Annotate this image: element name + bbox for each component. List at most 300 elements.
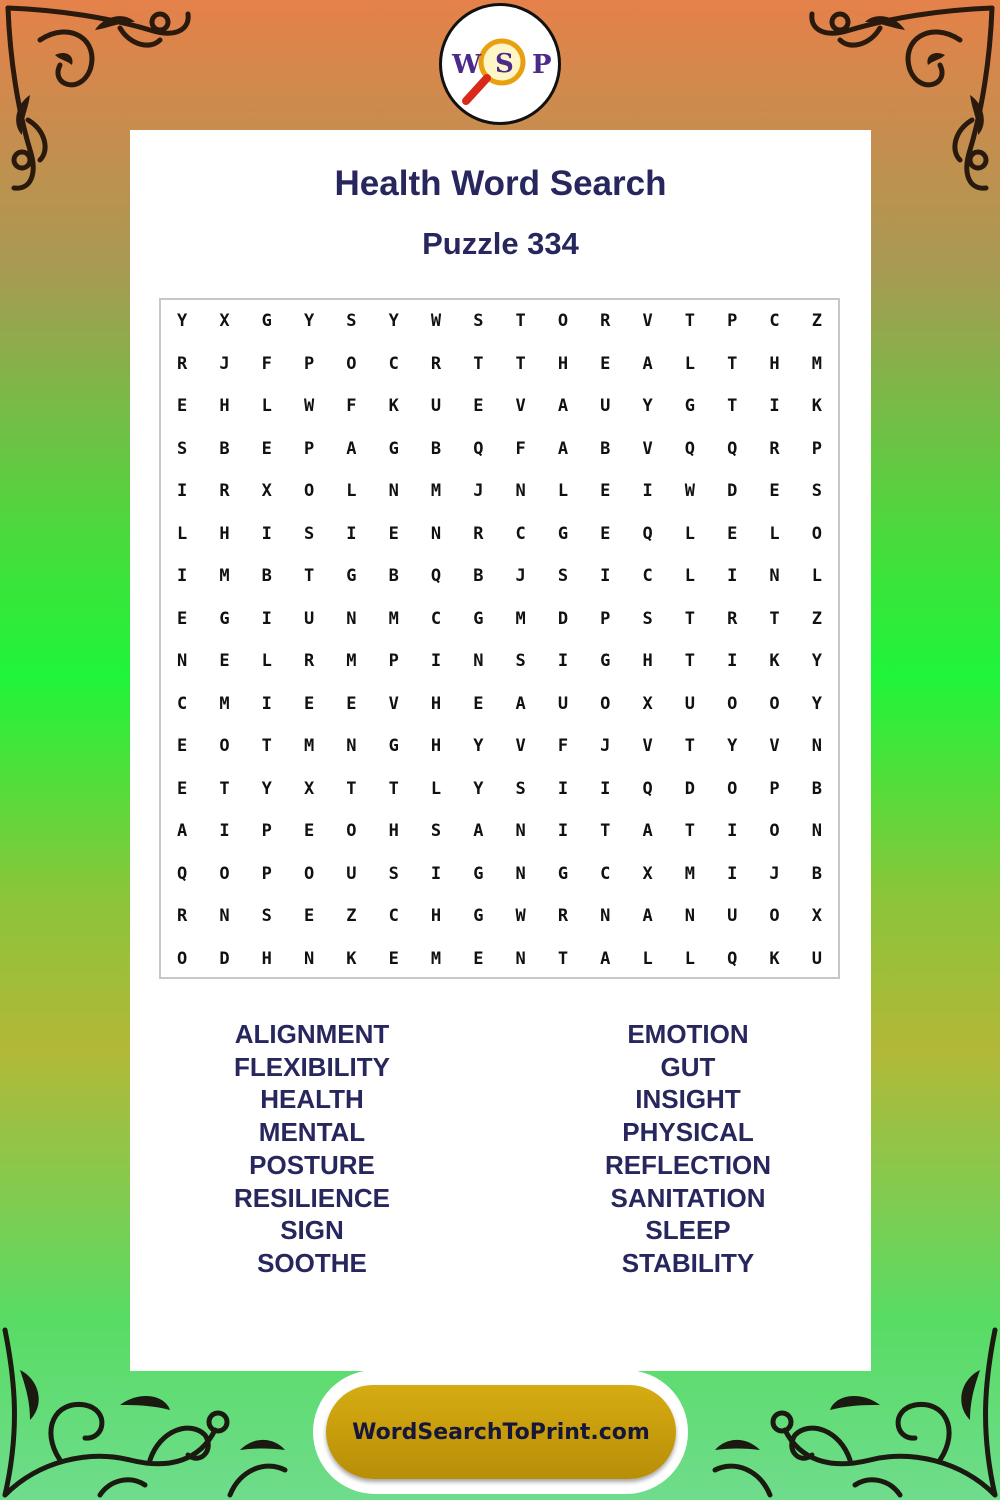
grid-cell[interactable]: T [303, 566, 315, 587]
grid-cell[interactable]: M [430, 948, 442, 969]
grid-cell[interactable]: H [642, 651, 653, 672]
grid-cell[interactable]: V [642, 438, 653, 459]
grid-cell[interactable]: L [811, 566, 822, 587]
word-list-right [538, 1018, 838, 1280]
word-item: SIGN [280, 1215, 344, 1246]
grid-cell[interactable]: T [557, 948, 569, 969]
word-list-left [162, 1018, 462, 1280]
grid-cell[interactable]: U [727, 906, 738, 927]
grid-cell[interactable]: N [600, 906, 611, 927]
grid-cell[interactable]: W [430, 311, 442, 332]
grid-cell[interactable]: H [219, 523, 230, 544]
grid-cell[interactable]: M [684, 863, 696, 884]
grid-cell[interactable]: Q [642, 523, 653, 544]
grid-cell[interactable]: T [684, 736, 696, 757]
grid-cell[interactable]: N [684, 906, 696, 927]
grid-cell[interactable]: L [261, 651, 272, 672]
grid-cell[interactable]: A [473, 821, 484, 842]
grid-cell[interactable]: H [261, 948, 272, 969]
grid-cell[interactable]: Y [388, 311, 399, 332]
grid-cell[interactable]: G [388, 736, 399, 757]
grid-cell[interactable]: A [557, 438, 569, 459]
word-item: RESILIENCE [233, 1182, 391, 1213]
grid-cell[interactable]: C [515, 523, 526, 544]
grid-cell[interactable]: U [430, 396, 442, 417]
grid-cell[interactable]: C [769, 311, 780, 332]
grid-cell[interactable]: O [219, 863, 230, 884]
grid-cell[interactable]: M [811, 353, 822, 374]
grid-cell[interactable]: G [346, 566, 357, 587]
grid-cell[interactable]: Q [430, 566, 442, 587]
grid-cell[interactable]: P [727, 311, 738, 332]
grid-cell[interactable]: R [219, 481, 230, 502]
grid-cell[interactable]: T [219, 778, 230, 799]
grid-cell[interactable]: V [642, 736, 653, 757]
grid-cell[interactable]: D [684, 778, 696, 799]
grid-cell[interactable]: P [261, 863, 272, 884]
grid-cell[interactable]: S [430, 821, 442, 842]
grid-cell[interactable]: B [261, 566, 272, 587]
grid-cell[interactable]: B [219, 438, 230, 459]
grid-cell[interactable]: B [811, 778, 822, 799]
grid-cell[interactable]: E [473, 948, 484, 969]
grid-cell[interactable]: N [219, 906, 230, 927]
grid-cell[interactable]: C [388, 906, 399, 927]
grid-cell[interactable]: E [388, 948, 399, 969]
grid-row [161, 768, 838, 811]
grid-cell[interactable]: V [515, 736, 526, 757]
grid-row [161, 470, 838, 513]
grid-row [161, 428, 838, 471]
grid-cell[interactable]: O [557, 311, 569, 332]
grid-cell[interactable]: I [261, 608, 272, 629]
grid-cell[interactable]: S [642, 608, 653, 629]
grid-cell[interactable]: X [642, 863, 653, 884]
grid-cell[interactable]: N [430, 523, 442, 544]
grid-cell[interactable]: H [557, 353, 569, 374]
grid-cell[interactable]: Y [811, 693, 822, 714]
grid-cell[interactable]: Y [303, 311, 315, 332]
grid-cell[interactable]: R [473, 523, 484, 544]
wsp-logo [439, 3, 561, 125]
grid-row [161, 555, 838, 598]
grid-cell[interactable]: N [346, 736, 357, 757]
grid-cell[interactable]: T [261, 736, 272, 757]
grid-cell[interactable]: T [515, 353, 526, 374]
grid-cell[interactable]: B [473, 566, 484, 587]
grid-cell[interactable]: O [219, 736, 230, 757]
word-item: INSIGHT [635, 1084, 741, 1115]
grid-cell[interactable]: I [600, 778, 611, 799]
grid-cell[interactable]: T [684, 821, 696, 842]
grid-cell[interactable]: T [769, 608, 780, 629]
grid-cell[interactable]: S [557, 566, 569, 587]
grid-cell[interactable]: H [388, 821, 399, 842]
grid-cell[interactable]: F [346, 396, 357, 417]
grid-cell[interactable]: A [557, 396, 569, 417]
grid-cell[interactable]: U [303, 608, 315, 629]
grid-cell[interactable]: M [219, 693, 230, 714]
grid-cell[interactable]: B [600, 438, 611, 459]
grid-cell[interactable]: E [473, 693, 484, 714]
grid-cell[interactable]: O [346, 821, 357, 842]
grid-cell[interactable]: O [177, 948, 188, 969]
grid-cell[interactable]: R [177, 353, 188, 374]
grid-cell[interactable]: L [684, 523, 696, 544]
grid-cell[interactable]: Y [473, 778, 484, 799]
grid-cell[interactable]: N [303, 948, 315, 969]
grid-cell[interactable]: Z [346, 906, 357, 927]
grid-cell[interactable]: P [811, 438, 822, 459]
grid-row [161, 810, 838, 853]
word-item: HEALTH [260, 1084, 364, 1115]
puzzle-number: Puzzle 334 [422, 226, 579, 261]
grid-cell[interactable]: I [727, 566, 738, 587]
grid-cell[interactable]: I [600, 566, 611, 587]
grid-cell[interactable]: X [261, 481, 272, 502]
grid-cell[interactable]: N [346, 608, 357, 629]
grid-cell[interactable]: I [430, 863, 442, 884]
grid-cell[interactable]: L [769, 523, 780, 544]
grid-cell[interactable]: M [346, 651, 357, 672]
grid-cell[interactable]: A [642, 906, 653, 927]
grid-cell[interactable]: T [727, 396, 738, 417]
grid-cell[interactable]: Q [642, 778, 653, 799]
grid-cell[interactable]: T [515, 311, 526, 332]
grid-cell[interactable]: R [177, 906, 188, 927]
grid-cell[interactable]: E [303, 906, 315, 927]
grid-cell[interactable]: Y [177, 311, 188, 332]
grid-cell[interactable]: T [346, 778, 357, 799]
grid-cell[interactable]: A [642, 821, 653, 842]
grid-cell[interactable]: K [346, 948, 357, 969]
grid-cell[interactable]: I [557, 778, 569, 799]
grid-row [161, 343, 838, 386]
grid-cell[interactable]: J [473, 481, 484, 502]
grid-cell[interactable]: O [600, 693, 611, 714]
grid-cell[interactable]: D [219, 948, 230, 969]
grid-cell[interactable]: N [473, 651, 484, 672]
grid-cell[interactable]: C [177, 693, 188, 714]
grid-cell[interactable]: Z [811, 311, 822, 332]
grid-cell[interactable]: F [261, 353, 272, 374]
grid-cell[interactable]: Y [473, 736, 484, 757]
word-item: FLEXIBILITY [234, 1051, 390, 1082]
grid-cell[interactable]: E [600, 523, 611, 544]
grid-cell[interactable]: L [430, 778, 442, 799]
grid-cell[interactable]: T [684, 608, 696, 629]
grid-cell[interactable]: J [219, 353, 230, 374]
grid-row [161, 853, 838, 896]
grid-cell[interactable]: U [684, 693, 696, 714]
grid-cell[interactable]: N [388, 481, 399, 502]
grid-cell[interactable]: E [388, 523, 399, 544]
grid-cell[interactable]: W [684, 481, 696, 502]
grid-row [161, 640, 838, 683]
grid-cell[interactable]: L [177, 523, 188, 544]
grid-cell[interactable]: S [177, 438, 188, 459]
grid-cell[interactable]: U [600, 396, 611, 417]
grid-cell[interactable]: Q [473, 438, 484, 459]
grid-cell[interactable]: G [261, 311, 272, 332]
grid-cell[interactable]: J [515, 566, 526, 587]
grid-cell[interactable]: S [515, 651, 526, 672]
grid-cell[interactable]: I [557, 821, 569, 842]
grid-cell[interactable]: E [177, 736, 188, 757]
grid-cell[interactable]: X [219, 311, 230, 332]
grid-row [161, 725, 838, 768]
grid-cell[interactable]: O [727, 778, 738, 799]
grid-cell[interactable]: A [346, 438, 357, 459]
grid-cell[interactable]: K [811, 396, 822, 417]
grid-cell[interactable]: X [811, 906, 822, 927]
grid-cell[interactable]: N [515, 481, 526, 502]
grid-cell[interactable]: Q [727, 948, 738, 969]
grid-cell[interactable]: F [515, 438, 526, 459]
grid-cell[interactable]: K [769, 651, 780, 672]
grid-cell[interactable]: T [684, 311, 696, 332]
grid-cell[interactable]: Y [727, 736, 738, 757]
grid-cell[interactable]: B [430, 438, 442, 459]
grid-cell[interactable]: R [727, 608, 738, 629]
grid-cell[interactable]: N [177, 651, 188, 672]
grid-cell[interactable]: O [303, 481, 315, 502]
grid-cell[interactable]: E [177, 396, 188, 417]
grid-cell[interactable]: E [177, 778, 188, 799]
grid-row [161, 598, 838, 641]
grid-cell[interactable]: S [515, 778, 526, 799]
grid-cell[interactable]: E [177, 608, 188, 629]
grid-cell[interactable]: M [388, 608, 399, 629]
grid-cell[interactable]: C [642, 566, 653, 587]
grid-cell[interactable]: Z [811, 608, 822, 629]
grid-cell[interactable]: I [261, 523, 272, 544]
grid-cell[interactable]: B [811, 863, 822, 884]
grid-cell[interactable]: P [600, 608, 611, 629]
grid-cell[interactable]: A [600, 948, 611, 969]
grid-cell[interactable]: W [515, 906, 526, 927]
grid-row [161, 385, 838, 428]
grid-cell[interactable]: R [600, 311, 611, 332]
grid-cell[interactable]: C [430, 608, 442, 629]
word-item: SLEEP [645, 1215, 731, 1246]
grid-row [161, 895, 838, 938]
grid-cell[interactable]: E [727, 523, 738, 544]
logo-letter-w: W [452, 50, 482, 80]
grid-cell[interactable]: N [515, 948, 526, 969]
grid-cell[interactable]: L [684, 353, 696, 374]
grid-row [161, 938, 838, 981]
word-item: STABILITY [621, 1247, 755, 1278]
grid-cell[interactable]: L [642, 948, 653, 969]
grid-cell[interactable]: R [557, 906, 569, 927]
grid-row [161, 683, 838, 726]
grid-cell[interactable]: G [473, 608, 484, 629]
grid-cell[interactable]: R [430, 353, 442, 374]
grid-cell[interactable]: O [769, 821, 780, 842]
grid-cell[interactable]: I [769, 396, 780, 417]
grid-cell[interactable]: O [811, 523, 822, 544]
grid-cell[interactable]: U [811, 948, 822, 969]
grid-cell[interactable]: X [642, 693, 653, 714]
grid-cell[interactable]: I [727, 821, 738, 842]
site-link-button[interactable] [326, 1385, 676, 1479]
grid-cell[interactable]: H [769, 353, 780, 374]
word-item: SANITATION [610, 1182, 766, 1213]
grid-cell[interactable]: N [769, 566, 780, 587]
grid-cell[interactable]: Y [811, 651, 822, 672]
grid-cell[interactable]: I [430, 651, 442, 672]
grid-cell[interactable]: O [303, 863, 315, 884]
grid-cell[interactable]: S [811, 481, 822, 502]
grid-cell[interactable]: E [600, 481, 611, 502]
logo-letter-p: P [532, 50, 552, 80]
grid-cell[interactable]: H [219, 396, 230, 417]
grid-cell[interactable]: S [261, 906, 272, 927]
grid-cell[interactable]: I [557, 651, 569, 672]
grid-cell[interactable]: J [600, 736, 611, 757]
grid-cell[interactable]: L [684, 948, 696, 969]
grid-cell[interactable]: U [557, 693, 569, 714]
grid-cell[interactable]: U [346, 863, 357, 884]
grid-cell[interactable]: G [600, 651, 611, 672]
grid-cell[interactable]: H [430, 736, 442, 757]
grid-cell[interactable]: L [684, 566, 696, 587]
grid-cell[interactable]: G [388, 438, 399, 459]
word-item: POSTURE [249, 1149, 375, 1180]
grid-cell[interactable]: S [346, 311, 357, 332]
grid-cell[interactable]: E [303, 693, 315, 714]
grid-cell[interactable]: V [515, 396, 526, 417]
grid-cell[interactable]: Q [727, 438, 738, 459]
grid-cell[interactable]: A [177, 821, 188, 842]
grid-cell[interactable]: G [684, 396, 696, 417]
grid-cell[interactable]: E [473, 396, 484, 417]
grid-cell[interactable]: E [303, 821, 315, 842]
grid-cell[interactable]: H [430, 906, 442, 927]
grid-cell[interactable]: L [261, 396, 272, 417]
grid-cell[interactable]: I [261, 693, 272, 714]
grid-cell[interactable]: R [303, 651, 315, 672]
word-item: MENTAL [258, 1117, 366, 1148]
grid-cell[interactable]: P [303, 353, 315, 374]
grid-cell[interactable]: I [219, 821, 230, 842]
grid-cell[interactable]: V [642, 311, 653, 332]
grid-cell[interactable]: L [346, 481, 357, 502]
grid-cell[interactable]: K [769, 948, 780, 969]
grid-cell[interactable]: O [727, 693, 738, 714]
grid-cell[interactable]: N [515, 863, 526, 884]
grid-cell[interactable]: P [769, 778, 780, 799]
grid-cell[interactable]: I [727, 651, 738, 672]
grid-cell[interactable]: N [811, 821, 822, 842]
grid-cell[interactable]: M [515, 608, 526, 629]
grid-cell[interactable]: S [303, 523, 315, 544]
grid-cell[interactable]: I [346, 523, 357, 544]
grid-cell[interactable]: T [473, 353, 484, 374]
grid-cell[interactable]: X [303, 778, 315, 799]
grid-cell[interactable]: Q [684, 438, 696, 459]
word-item: REFLECTION [604, 1149, 772, 1180]
puzzle-card [130, 130, 871, 1371]
grid-cell[interactable]: C [600, 863, 611, 884]
grid-cell[interactable]: G [557, 863, 569, 884]
grid-cell[interactable]: S [388, 863, 399, 884]
grid-cell[interactable]: G [557, 523, 569, 544]
word-item: SOOTHE [257, 1247, 367, 1278]
word-item: GUT [660, 1051, 716, 1082]
grid-cell[interactable]: D [727, 481, 738, 502]
grid-cell[interactable]: O [769, 906, 780, 927]
grid-cell[interactable]: I [177, 481, 188, 502]
grid-cell[interactable]: T [684, 651, 696, 672]
grid-cell[interactable]: Q [177, 863, 188, 884]
word-item: EMOTION [627, 1019, 749, 1049]
grid-cell[interactable]: H [430, 693, 442, 714]
puzzle-title: Health Word Search [334, 164, 667, 203]
grid-cell[interactable]: I [727, 863, 738, 884]
grid-cell[interactable]: E [261, 438, 272, 459]
grid-cell[interactable]: V [769, 736, 780, 757]
grid-cell[interactable]: G [473, 863, 484, 884]
grid-cell[interactable]: M [303, 736, 315, 757]
site-url: WordSearchToPrint.com [352, 1419, 650, 1445]
grid-cell[interactable]: A [515, 693, 526, 714]
grid-cell[interactable]: E [769, 481, 780, 502]
grid-cell[interactable]: I [177, 566, 188, 587]
grid-cell[interactable]: I [642, 481, 653, 502]
grid-cell[interactable]: T [600, 821, 611, 842]
word-item: ALIGNMENT [234, 1019, 390, 1049]
grid-cell[interactable]: B [388, 566, 399, 587]
grid-cell[interactable]: G [473, 906, 484, 927]
grid-cell[interactable]: N [811, 736, 822, 757]
word-item: PHYSICAL [622, 1117, 754, 1148]
letter-grid [159, 298, 840, 979]
grid-cell[interactable]: P [303, 438, 315, 459]
grid-cell[interactable]: O [769, 693, 780, 714]
grid-cell[interactable]: J [769, 863, 780, 884]
grid-cell[interactable]: M [430, 481, 442, 502]
grid-cell[interactable]: E [346, 693, 357, 714]
grid-cell[interactable]: C [388, 353, 399, 374]
grid-cell[interactable]: L [557, 481, 569, 502]
grid-cell[interactable]: P [261, 821, 272, 842]
grid-cell[interactable]: R [769, 438, 780, 459]
grid-cell[interactable]: W [303, 396, 315, 417]
grid-cell[interactable]: T [727, 353, 738, 374]
logo-letter-s: S [495, 49, 514, 79]
grid-cell[interactable]: Y [261, 778, 272, 799]
grid-cell[interactable]: O [346, 353, 357, 374]
grid-row [161, 513, 838, 556]
grid-row [161, 300, 838, 343]
grid-cell[interactable]: F [557, 736, 569, 757]
grid-cell[interactable]: P [388, 651, 399, 672]
grid-cell[interactable]: T [388, 778, 399, 799]
grid-cell[interactable]: S [473, 311, 484, 332]
grid-cell[interactable]: V [388, 693, 399, 714]
grid-cell[interactable]: K [388, 396, 399, 417]
grid-cell[interactable]: E [219, 651, 230, 672]
grid-cell[interactable]: E [600, 353, 611, 374]
grid-cell[interactable]: Y [642, 396, 653, 417]
grid-cell[interactable]: A [642, 353, 653, 374]
grid-cell[interactable]: M [219, 566, 230, 587]
grid-cell[interactable]: G [219, 608, 230, 629]
grid-cell[interactable]: N [515, 821, 526, 842]
grid-cell[interactable]: D [557, 608, 569, 629]
